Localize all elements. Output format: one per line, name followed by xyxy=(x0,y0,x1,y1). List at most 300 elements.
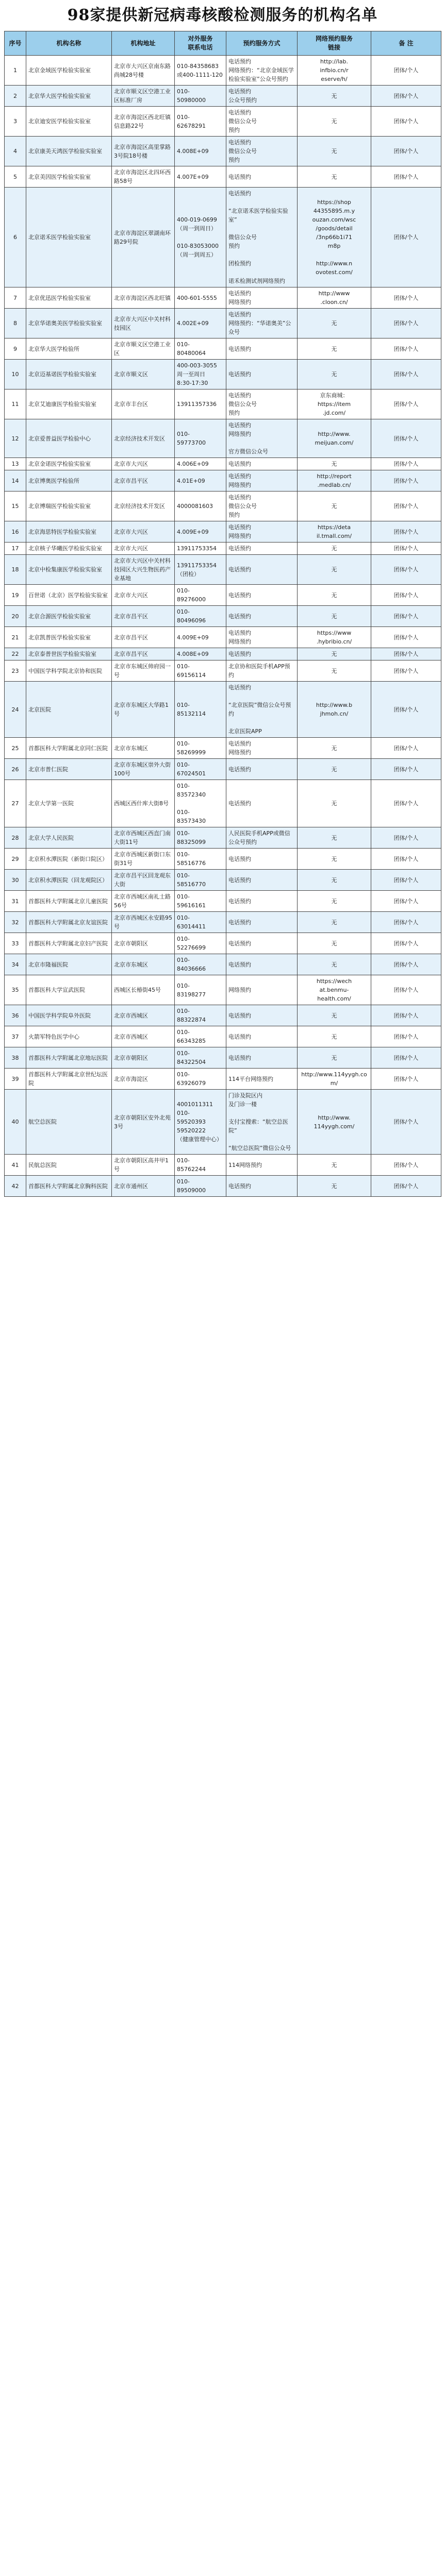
cell-institution-name: 北京博瑞医学检验实验室 xyxy=(26,492,112,521)
cell-phone: 010- 52276699 xyxy=(175,933,226,954)
cell-phone: 010- 89276000 xyxy=(175,585,226,606)
cell-index: 7 xyxy=(5,287,26,309)
cell-institution-name: 北京核子华曦医学检验实验室 xyxy=(26,543,112,555)
cell-booking-method: 人民医院手机APP或微信公众号预约 xyxy=(226,827,298,849)
cell-institution-name: 北京积水潭医院（回龙观院区） xyxy=(26,870,112,891)
cell-booking-method: 电话预约 公众号预约 xyxy=(226,86,298,107)
cell-institution-name: 首都医科大学附属北京儿童医院 xyxy=(26,891,112,912)
cell-address: 北京市朝阳区高井甲1号 xyxy=(112,1155,175,1176)
cell-index: 31 xyxy=(5,891,26,912)
table-row xyxy=(5,419,441,458)
cell-online-link[interactable]: http://www.b jhmoh.cn/ xyxy=(298,682,371,738)
cell-booking-method: 电话预约 网络预约：“北京金域医学检验实验室”公众号预约 xyxy=(226,56,298,86)
cell-phone: 010- 69156114 xyxy=(175,660,226,682)
cell-online-link: 无 xyxy=(298,606,371,627)
cell-phone: 010- 85132114 xyxy=(175,682,226,738)
cell-note: 团体/个人 xyxy=(371,759,441,780)
cell-phone: 010- 83572340 010- 83573430 xyxy=(175,780,226,827)
cell-index: 36 xyxy=(5,1005,26,1026)
cell-index: 30 xyxy=(5,870,26,891)
cell-institution-name: 北京迪安医学检验实验室 xyxy=(26,107,112,137)
cell-address: 北京市朝阳区 xyxy=(112,933,175,954)
table-row xyxy=(5,648,441,660)
cell-institution-name: 北京金诺医学检验实验室 xyxy=(26,458,112,470)
cell-phone: 010- 80496096 xyxy=(175,606,226,627)
cell-note: 团体/个人 xyxy=(371,933,441,954)
cell-online-link: 无 xyxy=(298,933,371,954)
cell-index: 38 xyxy=(5,1047,26,1069)
cell-booking-method: 电话预约 xyxy=(226,849,298,870)
cell-note: 团体/个人 xyxy=(371,137,441,166)
cell-index: 29 xyxy=(5,849,26,870)
cell-address: 北京市昌平区 xyxy=(112,606,175,627)
cell-booking-method: 电话预约 “北京医院”微信公众号预约 北京医院APP xyxy=(226,682,298,738)
cell-address: 西城区西什库大街8号 xyxy=(112,780,175,827)
cell-address: 北京市海淀区西北旺镇 xyxy=(112,287,175,309)
cell-phone: 4.009E+09 xyxy=(175,521,226,543)
cell-booking-method: 电话预约 xyxy=(226,870,298,891)
table-row xyxy=(5,137,441,166)
cell-online-link[interactable]: https://deta il.tmall.com/ xyxy=(298,521,371,543)
cell-booking-method: 电话预约 网络预约 xyxy=(226,470,298,492)
cell-phone: 400-601-5555 xyxy=(175,287,226,309)
cell-institution-name: 北京华大医学检验所 xyxy=(26,338,112,360)
table-row xyxy=(5,458,441,470)
cell-booking-method: 电话预约 xyxy=(226,1005,298,1026)
cell-index: 32 xyxy=(5,912,26,933)
cell-address: 北京市海淀区高里掌路3号院18号楼 xyxy=(112,137,175,166)
cell-online-link: 无 xyxy=(298,954,371,975)
table-row xyxy=(5,606,441,627)
cell-note: 团体/个人 xyxy=(371,543,441,555)
cell-phone: 010- 58516776 xyxy=(175,849,226,870)
table-header-row xyxy=(5,31,441,56)
table-row xyxy=(5,492,441,521)
table-row xyxy=(5,56,441,86)
cell-index: 1 xyxy=(5,56,26,86)
cell-note: 团体/个人 xyxy=(371,287,441,309)
cell-booking-method: 电话预约 网络预约 xyxy=(226,521,298,543)
cell-index: 42 xyxy=(5,1176,26,1197)
cell-booking-method: 电话预约 xyxy=(226,555,298,585)
cell-online-link: 无 xyxy=(298,660,371,682)
cell-note: 团体/个人 xyxy=(371,1155,441,1176)
cell-index: 17 xyxy=(5,543,26,555)
cell-address: 北京市东城区 xyxy=(112,738,175,759)
cell-booking-method: 电话预约 xyxy=(226,648,298,660)
cell-address: 北京市西城区新街口东街31号 xyxy=(112,849,175,870)
cell-online-link: 无 xyxy=(298,107,371,137)
cell-online-link: 无 xyxy=(298,86,371,107)
cell-note: 团体/个人 xyxy=(371,470,441,492)
cell-online-link[interactable]: http://report .medlab.cn/ xyxy=(298,470,371,492)
cell-phone: 010- 85762244 xyxy=(175,1155,226,1176)
cell-online-link: 无 xyxy=(298,137,371,166)
table-row xyxy=(5,1026,441,1047)
table-row xyxy=(5,891,441,912)
cell-booking-method: 电话预约 xyxy=(226,891,298,912)
cell-phone: 400-003-3055 周一至周日 8:30-17:30 xyxy=(175,360,226,389)
cell-index: 9 xyxy=(5,338,26,360)
cell-booking-method: 电话预约 微信公众号 预约 xyxy=(226,492,298,521)
cell-phone: 4.009E+09 xyxy=(175,627,226,648)
cell-note: 团体/个人 xyxy=(371,827,441,849)
cell-phone: 010- 62678291 xyxy=(175,107,226,137)
table-row xyxy=(5,759,441,780)
cell-phone: 010- 89509000 xyxy=(175,1176,226,1197)
header-phone: 对外服务 联系电话 xyxy=(175,31,226,56)
cell-address: 北京市大兴区 xyxy=(112,458,175,470)
cell-note: 团体/个人 xyxy=(371,166,441,188)
cell-address: 北京市西城区南礼士路56号 xyxy=(112,891,175,912)
cell-note: 团体/个人 xyxy=(371,555,441,585)
cell-online-link[interactable]: http://lab. infbio.cn/r eserve/h/ xyxy=(298,56,371,86)
cell-phone: 4.01E+09 xyxy=(175,470,226,492)
table-row xyxy=(5,338,441,360)
cell-booking-method: 114平台网络预约 xyxy=(226,1069,298,1090)
table-row xyxy=(5,287,441,309)
cell-note: 团体/个人 xyxy=(371,891,441,912)
cell-institution-name: 北京诺禾医学检验实验室 xyxy=(26,188,112,287)
table-row xyxy=(5,780,441,827)
cell-note: 团体/个人 xyxy=(371,309,441,338)
table-row xyxy=(5,521,441,543)
cell-phone: 010- 58269999 xyxy=(175,738,226,759)
cell-index: 19 xyxy=(5,585,26,606)
cell-institution-name: 北京爱普益医学检验中心 xyxy=(26,419,112,458)
cell-address: 北京市昌平区 xyxy=(112,627,175,648)
cell-address: 北京市海淀区西北旺镇信息路22号 xyxy=(112,107,175,137)
cell-note: 团体/个人 xyxy=(371,419,441,458)
cell-booking-method: 电话预约 xyxy=(226,166,298,188)
cell-institution-name: 北京市隆福医院 xyxy=(26,954,112,975)
table-row xyxy=(5,166,441,188)
cell-address: 北京市西城区 xyxy=(112,1005,175,1026)
table-row xyxy=(5,188,441,287)
header-index: 序号 xyxy=(5,31,26,56)
cell-index: 26 xyxy=(5,759,26,780)
cell-online-link: 无 xyxy=(298,648,371,660)
cell-online-link: 无 xyxy=(298,870,371,891)
cell-phone: 010- 83198277 xyxy=(175,975,226,1005)
cell-index: 23 xyxy=(5,660,26,682)
table-row xyxy=(5,827,441,849)
cell-institution-name: 北京优迅医学检验实验室 xyxy=(26,287,112,309)
cell-phone: 4.008E+09 xyxy=(175,648,226,660)
cell-online-link: 无 xyxy=(298,827,371,849)
cell-institution-name: 北京市普仁医院 xyxy=(26,759,112,780)
cell-institution-name: 首都医科大学附属北京友谊医院 xyxy=(26,912,112,933)
table-row xyxy=(5,849,441,870)
cell-institution-name: 首都医科大学宣武医院 xyxy=(26,975,112,1005)
cell-institution-name: 北京华诺奥美医学检验实验室 xyxy=(26,309,112,338)
cell-online-link[interactable]: https://wech at.benmu- health.com/ xyxy=(298,975,371,1005)
table-row xyxy=(5,682,441,738)
cell-institution-name: 北京合源医学检验实验室 xyxy=(26,606,112,627)
cell-note: 团体/个人 xyxy=(371,975,441,1005)
cell-online-link: 无 xyxy=(298,309,371,338)
cell-phone: 4.008E+09 xyxy=(175,137,226,166)
cell-booking-method: 电话预约 网络预约 xyxy=(226,627,298,648)
cell-address: 北京市西城区西直门南大街11号 xyxy=(112,827,175,849)
cell-online-link: 无 xyxy=(298,555,371,585)
cell-booking-method: 北京协和医院手机APP预约 xyxy=(226,660,298,682)
cell-index: 14 xyxy=(5,470,26,492)
cell-online-link: 京东商城： https://item .jd.com/ xyxy=(298,389,371,419)
cell-phone: 010-84358683 或400-1111-120 xyxy=(175,56,226,86)
cell-index: 21 xyxy=(5,627,26,648)
cell-address: 北京市大兴区 xyxy=(112,521,175,543)
cell-booking-method: 电话预约 xyxy=(226,458,298,470)
cell-institution-name: 北京金域医学检验实验室 xyxy=(26,56,112,86)
cell-institution-name: 民航总医院 xyxy=(26,1155,112,1176)
cell-address: 北京市东城区大华路1号 xyxy=(112,682,175,738)
cell-booking-method: 电话预约 网络预约：“华诺奥美”公众号 xyxy=(226,309,298,338)
cell-booking-method: 电话预约 xyxy=(226,933,298,954)
table-row xyxy=(5,912,441,933)
cell-online-link: 无 xyxy=(298,585,371,606)
cell-index: 2 xyxy=(5,86,26,107)
cell-index: 8 xyxy=(5,309,26,338)
header-name: 机构名称 xyxy=(26,31,112,56)
cell-institution-name: 首都医科大学附属北京妇产医院 xyxy=(26,933,112,954)
table-row xyxy=(5,389,441,419)
cell-online-link[interactable]: http://www. meijuan.com/ xyxy=(298,419,371,458)
cell-booking-method: 电话预约 xyxy=(226,606,298,627)
cell-phone: 010- 80480064 xyxy=(175,338,226,360)
header-online: 网络预约服务 链接 xyxy=(298,31,371,56)
cell-index: 13 xyxy=(5,458,26,470)
table-row xyxy=(5,1176,441,1197)
cell-phone: 4.007E+09 xyxy=(175,166,226,188)
cell-online-link: 无 xyxy=(298,849,371,870)
table-row xyxy=(5,1155,441,1176)
cell-index: 41 xyxy=(5,1155,26,1176)
cell-institution-name: 北京泰普世医学检验实验室 xyxy=(26,648,112,660)
table-row xyxy=(5,1047,441,1069)
cell-address: 北京市大兴区 xyxy=(112,543,175,555)
cell-index: 40 xyxy=(5,1090,26,1155)
cell-note: 团体/个人 xyxy=(371,56,441,86)
cell-address: 北京市顺义区空港工业区标准厂房 xyxy=(112,86,175,107)
table-row xyxy=(5,627,441,648)
cell-address: 北京市西城区永安路95号 xyxy=(112,912,175,933)
cell-booking-method: 114网络预约 xyxy=(226,1155,298,1176)
cell-institution-name: 首都医科大学附属北京胸科医院 xyxy=(26,1176,112,1197)
cell-phone: 010- 59616161 xyxy=(175,891,226,912)
cell-address: 北京市通州区 xyxy=(112,1176,175,1197)
cell-note: 团体/个人 xyxy=(371,521,441,543)
table-row xyxy=(5,107,441,137)
cell-online-link: 无 xyxy=(298,780,371,827)
cell-phone: 4.002E+09 xyxy=(175,309,226,338)
cell-institution-name: 首都医科大学附属北京同仁医院 xyxy=(26,738,112,759)
cell-index: 37 xyxy=(5,1026,26,1047)
table-row xyxy=(5,585,441,606)
cell-phone: 010- 88322874 xyxy=(175,1005,226,1026)
cell-address: 北京市海淀区北四环西路58号 xyxy=(112,166,175,188)
cell-institution-name: 中国医学科学院阜外医院 xyxy=(26,1005,112,1026)
cell-note: 团体/个人 xyxy=(371,954,441,975)
cell-note: 团体/个人 xyxy=(371,738,441,759)
cell-booking-method: 门诊及院区内 及门诊一楼 支付宝搜索：“航空总医院” “航空总医院”微信公众号 xyxy=(226,1090,298,1155)
cell-online-link: 无 xyxy=(298,458,371,470)
cell-online-link: 无 xyxy=(298,360,371,389)
cell-index: 10 xyxy=(5,360,26,389)
cell-online-link[interactable]: https://www .hybribio.cn/ xyxy=(298,627,371,648)
cell-index: 12 xyxy=(5,419,26,458)
table-row xyxy=(5,870,441,891)
cell-booking-method: 电话预约 xyxy=(226,360,298,389)
cell-phone: 010- 88325099 xyxy=(175,827,226,849)
cell-booking-method: 电话预约 网络预约 xyxy=(226,738,298,759)
cell-online-link: 无 xyxy=(298,1026,371,1047)
cell-index: 11 xyxy=(5,389,26,419)
cell-phone: 010- 50980000 xyxy=(175,86,226,107)
cell-address: 北京市西城区 xyxy=(112,1026,175,1047)
cell-address: 北京市顺义区空港工业区 xyxy=(112,338,175,360)
cell-booking-method: 电话预约 xyxy=(226,543,298,555)
cell-phone: 13911753354 （团检） xyxy=(175,555,226,585)
cell-booking-method: 电话预约 微信公众号 预约 xyxy=(226,107,298,137)
table-body xyxy=(5,56,441,1197)
cell-booking-method: 电话预约 xyxy=(226,954,298,975)
cell-note: 团体/个人 xyxy=(371,458,441,470)
cell-institution-name: 首都医科大学附属北京世纪坛医院 xyxy=(26,1069,112,1090)
cell-online-link[interactable]: http://www .cloon.cn/ xyxy=(298,287,371,309)
cell-online-link: 无 xyxy=(298,338,371,360)
cell-address: 北京市东城区崇外大街100号 xyxy=(112,759,175,780)
cell-note: 团体/个人 xyxy=(371,912,441,933)
cell-booking-method: 电话预约 xyxy=(226,1047,298,1069)
table-row xyxy=(5,543,441,555)
cell-index: 22 xyxy=(5,648,26,660)
table-row xyxy=(5,555,441,585)
cell-phone: 400-019-0699 （周一到周日） 010-83053000 （周一到周五） xyxy=(175,188,226,287)
cell-phone: 010- 58516770 xyxy=(175,870,226,891)
cell-address: 北京市海淀区 xyxy=(112,1069,175,1090)
cell-booking-method: 电话预约 xyxy=(226,780,298,827)
cell-online-link: 无 xyxy=(298,166,371,188)
cell-note: 团体/个人 xyxy=(371,338,441,360)
cell-online-link: 无 xyxy=(298,1005,371,1026)
table-row xyxy=(5,975,441,1005)
cell-address: 北京市大兴区京南东路尚城28号楼 xyxy=(112,56,175,86)
cell-index: 18 xyxy=(5,555,26,585)
cell-phone: 010- 84036666 xyxy=(175,954,226,975)
cell-online-link: 无 xyxy=(298,1047,371,1069)
cell-note: 团体/个人 xyxy=(371,1069,441,1090)
cell-index: 6 xyxy=(5,188,26,287)
cell-institution-name: 北京大学第一医院 xyxy=(26,780,112,827)
cell-phone: 4001011311 010- 59520393 59520222 （健康管理中心） xyxy=(175,1090,226,1155)
cell-institution-name: 北京医院 xyxy=(26,682,112,738)
cell-index: 35 xyxy=(5,975,26,1005)
cell-note: 团体/个人 xyxy=(371,1005,441,1026)
cell-online-link[interactable]: http://www. 114yygh.com/ xyxy=(298,1090,371,1155)
cell-institution-name: 北京积水潭医院（新街口院区） xyxy=(26,849,112,870)
cell-note: 团体/个人 xyxy=(371,1090,441,1155)
header-note: 备 注 xyxy=(371,31,441,56)
table-row xyxy=(5,660,441,682)
cell-note: 团体/个人 xyxy=(371,188,441,287)
cell-note: 团体/个人 xyxy=(371,606,441,627)
cell-booking-method: 电话预约 微信公众号 预约 xyxy=(226,389,298,419)
cell-address: 北京市昌平区 xyxy=(112,648,175,660)
table-row xyxy=(5,954,441,975)
cell-address: 北京市丰台区 xyxy=(112,389,175,419)
cell-address: 西城区长椿街45号 xyxy=(112,975,175,1005)
cell-index: 27 xyxy=(5,780,26,827)
cell-phone: 010- 67024501 xyxy=(175,759,226,780)
table-row xyxy=(5,933,441,954)
cell-address: 北京经济技术开发区 xyxy=(112,492,175,521)
cell-note: 团体/个人 xyxy=(371,1047,441,1069)
cell-index: 15 xyxy=(5,492,26,521)
cell-note: 团体/个人 xyxy=(371,849,441,870)
table-row xyxy=(5,1069,441,1090)
cell-online-link[interactable]: http://www.114yygh.com/ xyxy=(298,1069,371,1090)
header-method: 预约服务方式 xyxy=(226,31,298,56)
cell-phone: 010- 66343285 xyxy=(175,1026,226,1047)
cell-institution-name: 百世诺（北京）医学检验实验室 xyxy=(26,585,112,606)
cell-note: 团体/个人 xyxy=(371,492,441,521)
cell-institution-name: 北京大学人民医院 xyxy=(26,827,112,849)
cell-phone: 13911753354 xyxy=(175,543,226,555)
cell-index: 28 xyxy=(5,827,26,849)
cell-note: 团体/个人 xyxy=(371,682,441,738)
cell-institution-name: 首都医科大学附属北京地坛医院 xyxy=(26,1047,112,1069)
cell-address: 北京市东城区帅府园一号 xyxy=(112,660,175,682)
table-row xyxy=(5,86,441,107)
cell-booking-method: 电话预约 xyxy=(226,338,298,360)
cell-note: 团体/个人 xyxy=(371,1026,441,1047)
cell-address: 北京市海淀区翠湖南环路29号院 xyxy=(112,188,175,287)
table-row xyxy=(5,309,441,338)
cell-institution-name: 北京博奥医学检验所 xyxy=(26,470,112,492)
cell-phone: 010- 59773700 xyxy=(175,419,226,458)
table-row xyxy=(5,738,441,759)
cell-phone: 010- 84322504 xyxy=(175,1047,226,1069)
cell-index: 4 xyxy=(5,137,26,166)
cell-note: 团体/个人 xyxy=(371,627,441,648)
cell-address: 北京市大兴区 xyxy=(112,585,175,606)
cell-phone: 010- 63014411 xyxy=(175,912,226,933)
cell-online-link: 无 xyxy=(298,1155,371,1176)
cell-institution-name: 北京康美天鸿医学检验实验室 xyxy=(26,137,112,166)
cell-phone: 13911357336 xyxy=(175,389,226,419)
cell-note: 团体/个人 xyxy=(371,780,441,827)
cell-online-link: 无 xyxy=(298,891,371,912)
cell-note: 团体/个人 xyxy=(371,1176,441,1197)
cell-institution-name: 北京凯普医学检验实验室 xyxy=(26,627,112,648)
cell-booking-method: 电话预约 xyxy=(226,585,298,606)
cell-phone: 4.006E+09 xyxy=(175,458,226,470)
header-address: 机构地址 xyxy=(112,31,175,56)
cell-address: 北京市昌平区回龙观东大街 xyxy=(112,870,175,891)
cell-online-link[interactable]: https://shop 44355895.m.y ouzan.com/wsc /goods/detail /3np66b1i71 m8p http://www.n ovotest.com/ xyxy=(298,188,371,287)
cell-note: 团体/个人 xyxy=(371,360,441,389)
cell-online-link: 无 xyxy=(298,738,371,759)
cell-institution-name: 北京艾迪康医学检验实验室 xyxy=(26,389,112,419)
institution-table xyxy=(4,31,441,1197)
page-title: 98家提供新冠病毒核酸检测服务的机构名单 xyxy=(67,6,378,24)
cell-address: 北京经济技术开发区 xyxy=(112,419,175,458)
cell-booking-method: 网络预约 xyxy=(226,975,298,1005)
cell-index: 39 xyxy=(5,1069,26,1090)
table-row xyxy=(5,1090,441,1155)
cell-institution-name: 北京迈基诺医学检验实验室 xyxy=(26,360,112,389)
